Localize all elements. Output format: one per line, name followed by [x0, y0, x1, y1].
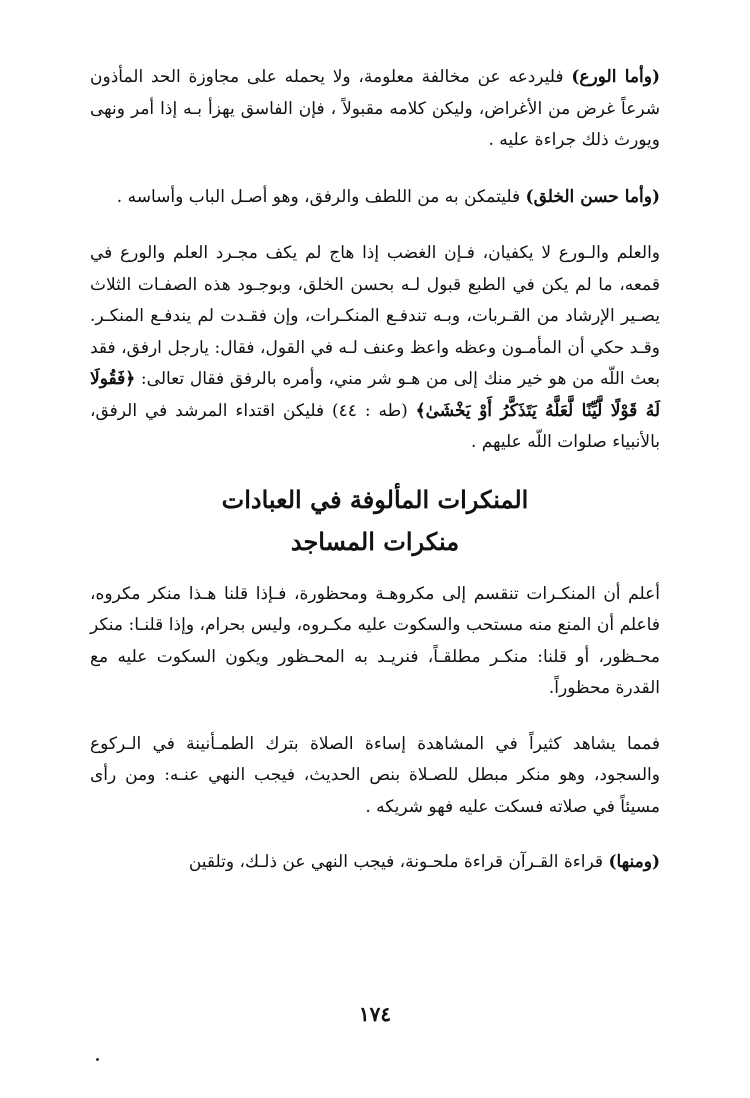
- paragraph-text: قراءة القـرآن قراءة ملحـونة، فيجب النهي عن ذلـك، وتلقين: [188, 852, 609, 872]
- page-body: [90, 62, 660, 879]
- page-number: ١٧٤: [358, 1002, 392, 1026]
- paragraph-text: والعلم والـورع لا يكفيان، فـإن الغضب إذا هاج لم يكف مجـرد العلم والورع في قمعه، ما لم يكن في الطبع قبول لـه بحسن الخلق، وبوجـود هذه الصفـات الثلاث يصـير الإرشاد من القـربات، وبـه تندفـع المنكـرات، وإن فقـدت لم يندفـع المنكـر. وقـد حكي أن المأمـون وعظه واعظ وعنف لـه في القول، فقال: يارجل ارفق، فقد بعث اللّه من هو خير منك إلى من هـو شر مني، وأمره بالرفق فقال تعالى:: [90, 243, 660, 389]
- section-headings: [90, 479, 660, 563]
- paragraph-lead: (وأما حسن الخلق): [525, 186, 660, 207]
- quran-verse: ﴿فَقُولَا لَهُ قَوْلًا لَّيِّنًا لَّعَلَّهُ يَتَذَكَّرُ أَوْ يَخْشَىٰ﴾: [90, 369, 661, 421]
- paragraph-husn-khuluq: [90, 182, 660, 214]
- scan-speck: [96, 1058, 99, 1061]
- paragraph-lead: (وأما الورع): [571, 67, 660, 87]
- paragraph-text: فليردعه عن مخالفة معلومة، ولا يحمله على مجاوزة الحد المأذون شرعاً غرض من الأغراض، وليكن كلامه مقبولاً ، فإن الفاسق يهزأ بـه إذا أمر ونهى ويورث ذلك جراءة عليه .: [90, 67, 660, 150]
- paragraph-text: أعلم أن المنكـرات تنقسم إلى مكروهـة ومحظورة، فـإذا قلنا هـذا منكر مكروه، فاعلم أن المنع منه مستحب والسكوت عليه مكـروه، وليس بحرام، وإذا قلنـا: منكر محـظور، أو قلنا: منكـر مطلقـاً، فنريـد به المحـظور ويكون السكوت عليه مع القدرة محظوراً.: [90, 583, 660, 698]
- paragraph-quran-reading: [90, 847, 660, 879]
- paragraph-wara: [90, 62, 660, 157]
- paragraph-lead: (ومنها): [608, 852, 660, 872]
- section-subtitle: منكرات المساجد: [290, 526, 460, 556]
- paragraph-munkar-types: [90, 579, 660, 705]
- paragraph-text: فمما يشاهد كثيراً في المشاهدة إساءة الصلاة بترك الطمـأنينة في الـركوع والسجود، وهو منكر مبطل للصـلاة بنص الحديث، فيجب النهي عنـه: ومن رأى مسيئاً في صلاته فسكت عليه فهو شريكه .: [90, 733, 660, 817]
- section-title: المنكرات المألوفة في العبادات: [221, 484, 529, 514]
- paragraph-text: (طه : ٤٤) فليكن اقتداء المرشد في الرفق، بالأنبياء صلوات اللّه عليهم .: [90, 400, 660, 452]
- paragraph-text: فليتمكن به من اللطف والرفق، وهو أصـل الباب وأساسه .: [116, 186, 526, 207]
- paragraph-salah: [90, 729, 660, 824]
- paragraph-ilm-wara: [90, 238, 660, 459]
